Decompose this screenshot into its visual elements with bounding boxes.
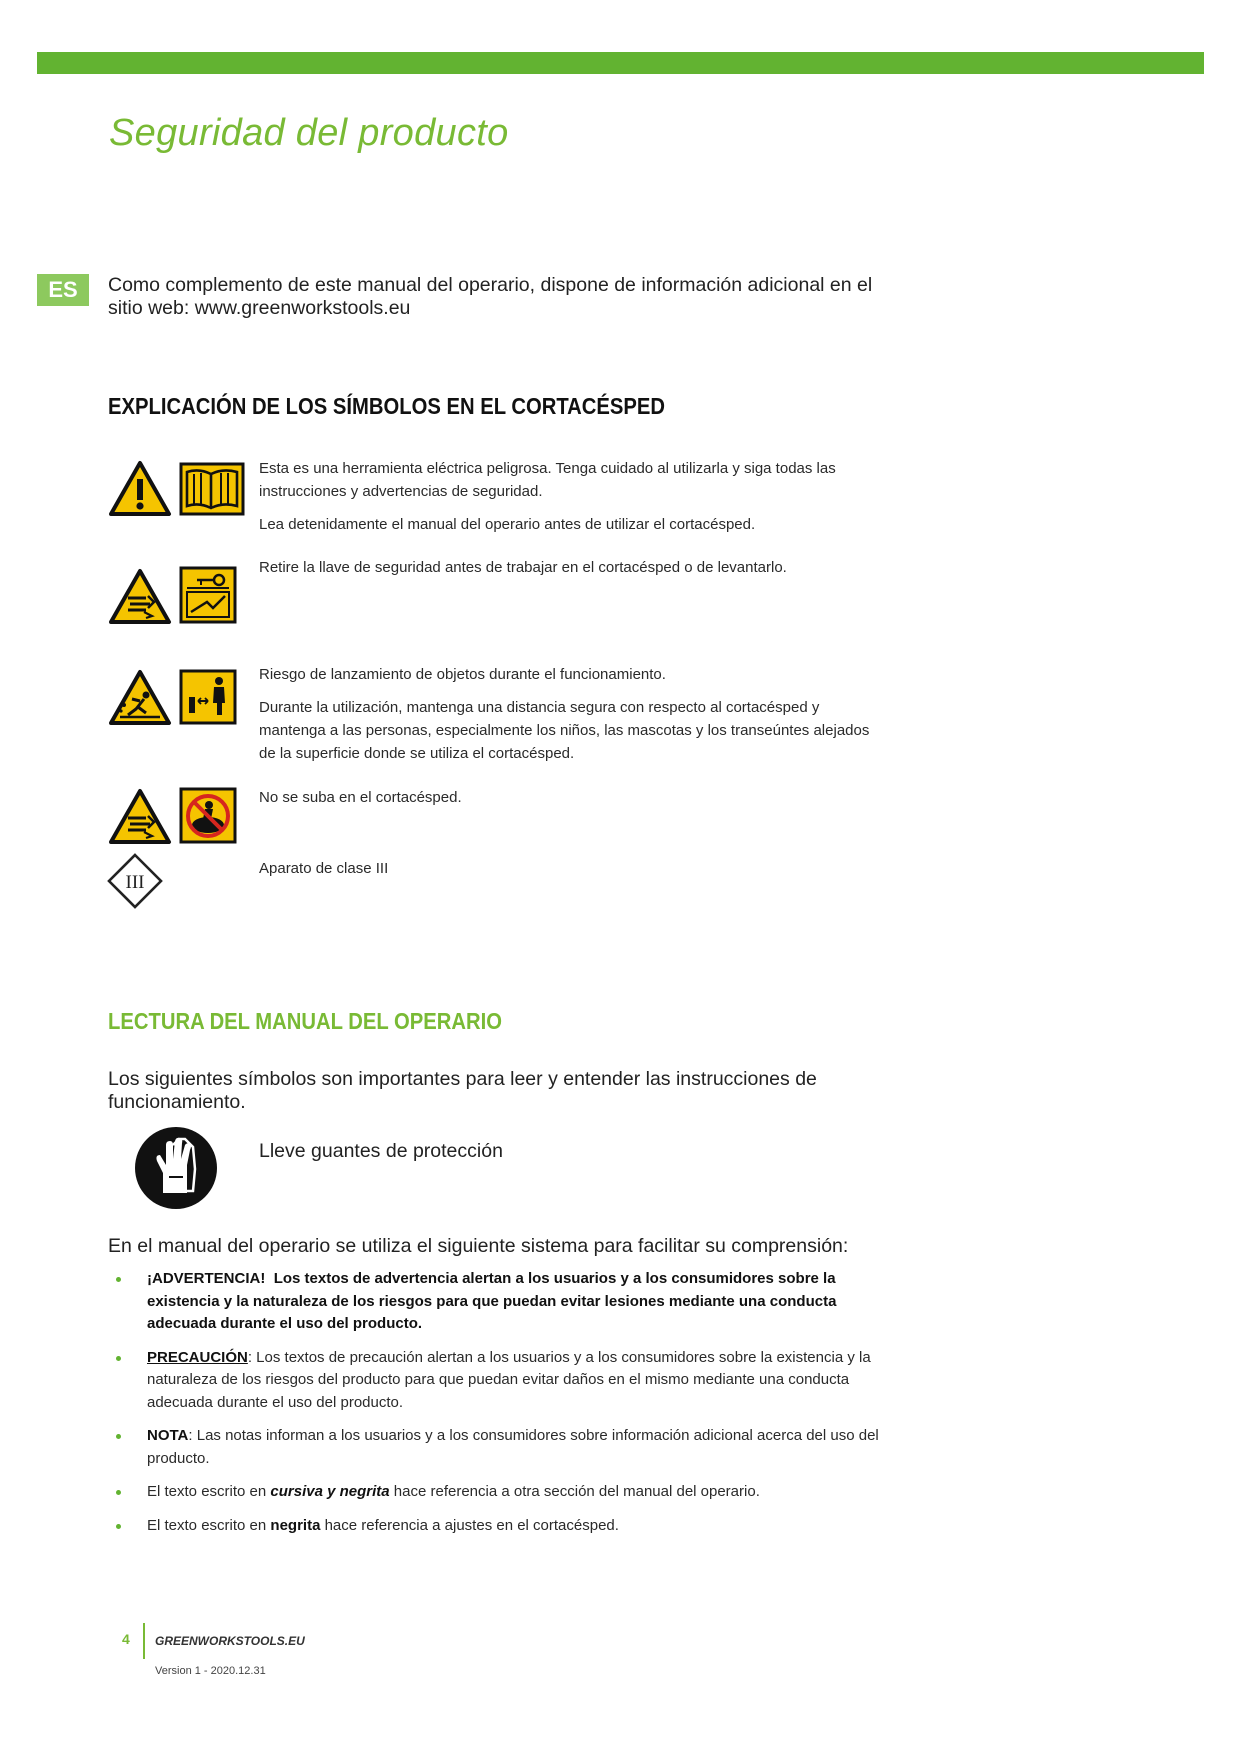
list-item <box>108 1347 898 1415</box>
warning-label: ¡ADVERTENCIA! <box>147 1270 266 1287</box>
symbol-row-1-text-2: Lea detenidamente el manual del operario antes de utilizar el cortacésped. <box>259 516 756 533</box>
warning-text: Los textos de advertencia alertan a los usuarios y a los consumidores sobre la existencia y la naturaleza de los riesgos para que puedan evitar lesiones mediante una conducta adecuada durante el uso del producto. <box>147 1270 837 1332</box>
symbol-row-3-text-1: Riesgo de lanzamiento de objetos durante el funcionamiento. <box>259 666 666 683</box>
symbols-heading: EXPLICACIÓN DE LOS SÍMBOLOS EN EL CORTACÉSPED <box>108 393 666 419</box>
symbol-row-4-text-1: No se suba en el cortacésped. <box>259 789 462 806</box>
blade-warning-icon <box>108 788 172 845</box>
thrown-objects-icon <box>108 669 172 726</box>
list-item <box>108 1425 898 1470</box>
warning-exclamation-icon <box>108 460 172 517</box>
caution-text: : Los textos de precaución alertan a los usuarios y a los consumidores sobre la existencia y la naturaleza de los riesgos del producto para que puedan evitar daños en el mismo mediante una conducta adecuada durante el uso del producto. <box>147 1348 871 1411</box>
list-item <box>108 1515 898 1538</box>
keep-distance-icon <box>179 669 237 725</box>
gloves-icon <box>133 1125 219 1211</box>
class-iii-label: III <box>125 872 145 893</box>
gloves-text: Lleve guantes de protección <box>259 1140 503 1162</box>
footer-divider <box>143 1623 145 1659</box>
system-intro: En el manual del operario se utiliza el siguiente sistema para facilitar su comprensión: <box>108 1235 849 1257</box>
reading-heading: LECTURA DEL MANUAL DEL OPERARIO <box>108 1008 502 1034</box>
list-item <box>108 1481 898 1504</box>
blade-warning-icon <box>108 568 172 625</box>
top-accent-bar <box>37 52 1204 74</box>
class-iii-icon <box>107 853 163 909</box>
language-tag: ES <box>37 274 89 306</box>
symbol-row-5 <box>259 857 889 890</box>
bullet-dot <box>116 1434 121 1439</box>
symbol-row-2-text-1: Retire la llave de seguridad antes de trabajar en el cortacésped o de levantarlo. <box>259 559 787 576</box>
note-text: : Las notas informan a los usuarios y a los consumidores sobre información adicional acerca del uso del producto. <box>147 1427 879 1467</box>
bullet-dot <box>116 1277 121 1282</box>
italic-word: cursiva y negrita <box>270 1483 390 1500</box>
footer-site: GREENWORKSTOOLS.EU <box>155 1634 305 1648</box>
bold-word: negrita <box>270 1516 321 1534</box>
manual-book-icon <box>179 462 245 516</box>
symbol-row-5-text-1: Aparato de clase III <box>259 860 389 877</box>
bullet-dot <box>116 1490 121 1495</box>
remove-key-icon <box>179 566 237 624</box>
bold-pre: El texto escrito en <box>147 1516 271 1534</box>
symbol-row-4 <box>259 786 889 819</box>
footer-version: Version 1 - 2020.12.31 <box>155 1665 266 1677</box>
intro-text: Como complemento de este manual del operario, dispone de información adicional en el sitio web: www.greenworkstools.eu <box>108 274 873 319</box>
symbol-row-2 <box>259 556 889 589</box>
symbol-row-1 <box>259 457 889 546</box>
bullet-dot <box>116 1356 121 1361</box>
symbol-row-3 <box>259 663 889 775</box>
symbol-row-1-text-1: Esta es una herramienta eléctrica peligrosa. Tenga cuidado al utilizarla y siga todas las instrucciones y advertencias de seguridad. <box>259 460 836 500</box>
page-number: 4 <box>122 1631 130 1647</box>
italic-pre: El texto escrito en <box>147 1483 271 1500</box>
reading-intro: Los siguientes símbolos son importantes para leer y entender las instrucciones de funcionamiento. <box>108 1068 817 1113</box>
italic-post: hace referencia a otra sección del manual del operario. <box>389 1483 760 1500</box>
convention-list <box>108 1268 898 1548</box>
bold-post: hace referencia a ajustes en el cortacésped. <box>320 1516 619 1534</box>
no-riding-icon <box>179 787 237 844</box>
note-label: NOTA <box>147 1427 189 1444</box>
caution-label: PRECAUCIÓN <box>147 1348 248 1366</box>
symbol-row-3-text-2: Durante la utilización, mantenga una distancia segura con respecto al cortacésped y mantenga a las personas, especialmente los niños, las mascotas y los transeúntes alejados de la superficie donde se utiliza el cortacésped. <box>259 699 870 762</box>
page-title: Seguridad del producto <box>109 112 509 154</box>
bullet-dot <box>116 1524 121 1529</box>
list-item <box>108 1268 898 1336</box>
